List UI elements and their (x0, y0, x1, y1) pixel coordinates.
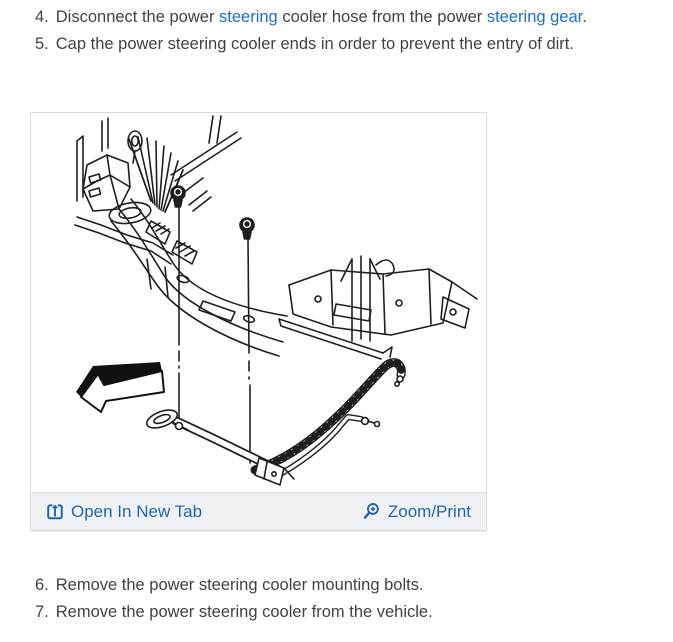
steering-gear-link[interactable]: steering gear (486, 8, 583, 26)
open-in-new-tab-icon (46, 503, 64, 521)
step-5 (35, 31, 587, 58)
step-4 (35, 4, 587, 31)
diagram-canvas (31, 113, 486, 492)
step-number: 4. (35, 8, 49, 26)
step-text: Remove the power steering cooler mounting bolts. (55, 576, 424, 594)
step-number: 6. (35, 576, 49, 594)
step-text: Remove the power steering cooler from the vehicle. (55, 603, 433, 621)
step-7 (35, 599, 433, 626)
step-text: Cap the power steering cooler ends in order to prevent the entry of dirt. (55, 35, 574, 53)
open-in-new-tab-button[interactable] (46, 502, 202, 522)
step-number: 7. (35, 603, 49, 621)
step-text-segment: . (582, 8, 587, 26)
zoom-magnifier-plus-icon (362, 502, 381, 521)
instruction-steps-bottom (35, 572, 433, 626)
open-in-new-tab-label: Open In New Tab (71, 501, 203, 521)
zoom-print-label: Zoom/Print (387, 501, 471, 521)
figure-toolbar (31, 492, 486, 530)
step-6 (35, 572, 433, 599)
instruction-steps-top (35, 4, 587, 58)
step-text-segment: Disconnect the power (55, 8, 220, 26)
zoom-print-button[interactable] (362, 502, 471, 522)
power-steering-cooler-diagram (31, 113, 486, 492)
step-text-segment: cooler hose from the power (277, 8, 487, 26)
figure-box (30, 112, 487, 531)
step-number: 5. (35, 35, 49, 53)
steering-link[interactable]: steering (219, 8, 278, 26)
